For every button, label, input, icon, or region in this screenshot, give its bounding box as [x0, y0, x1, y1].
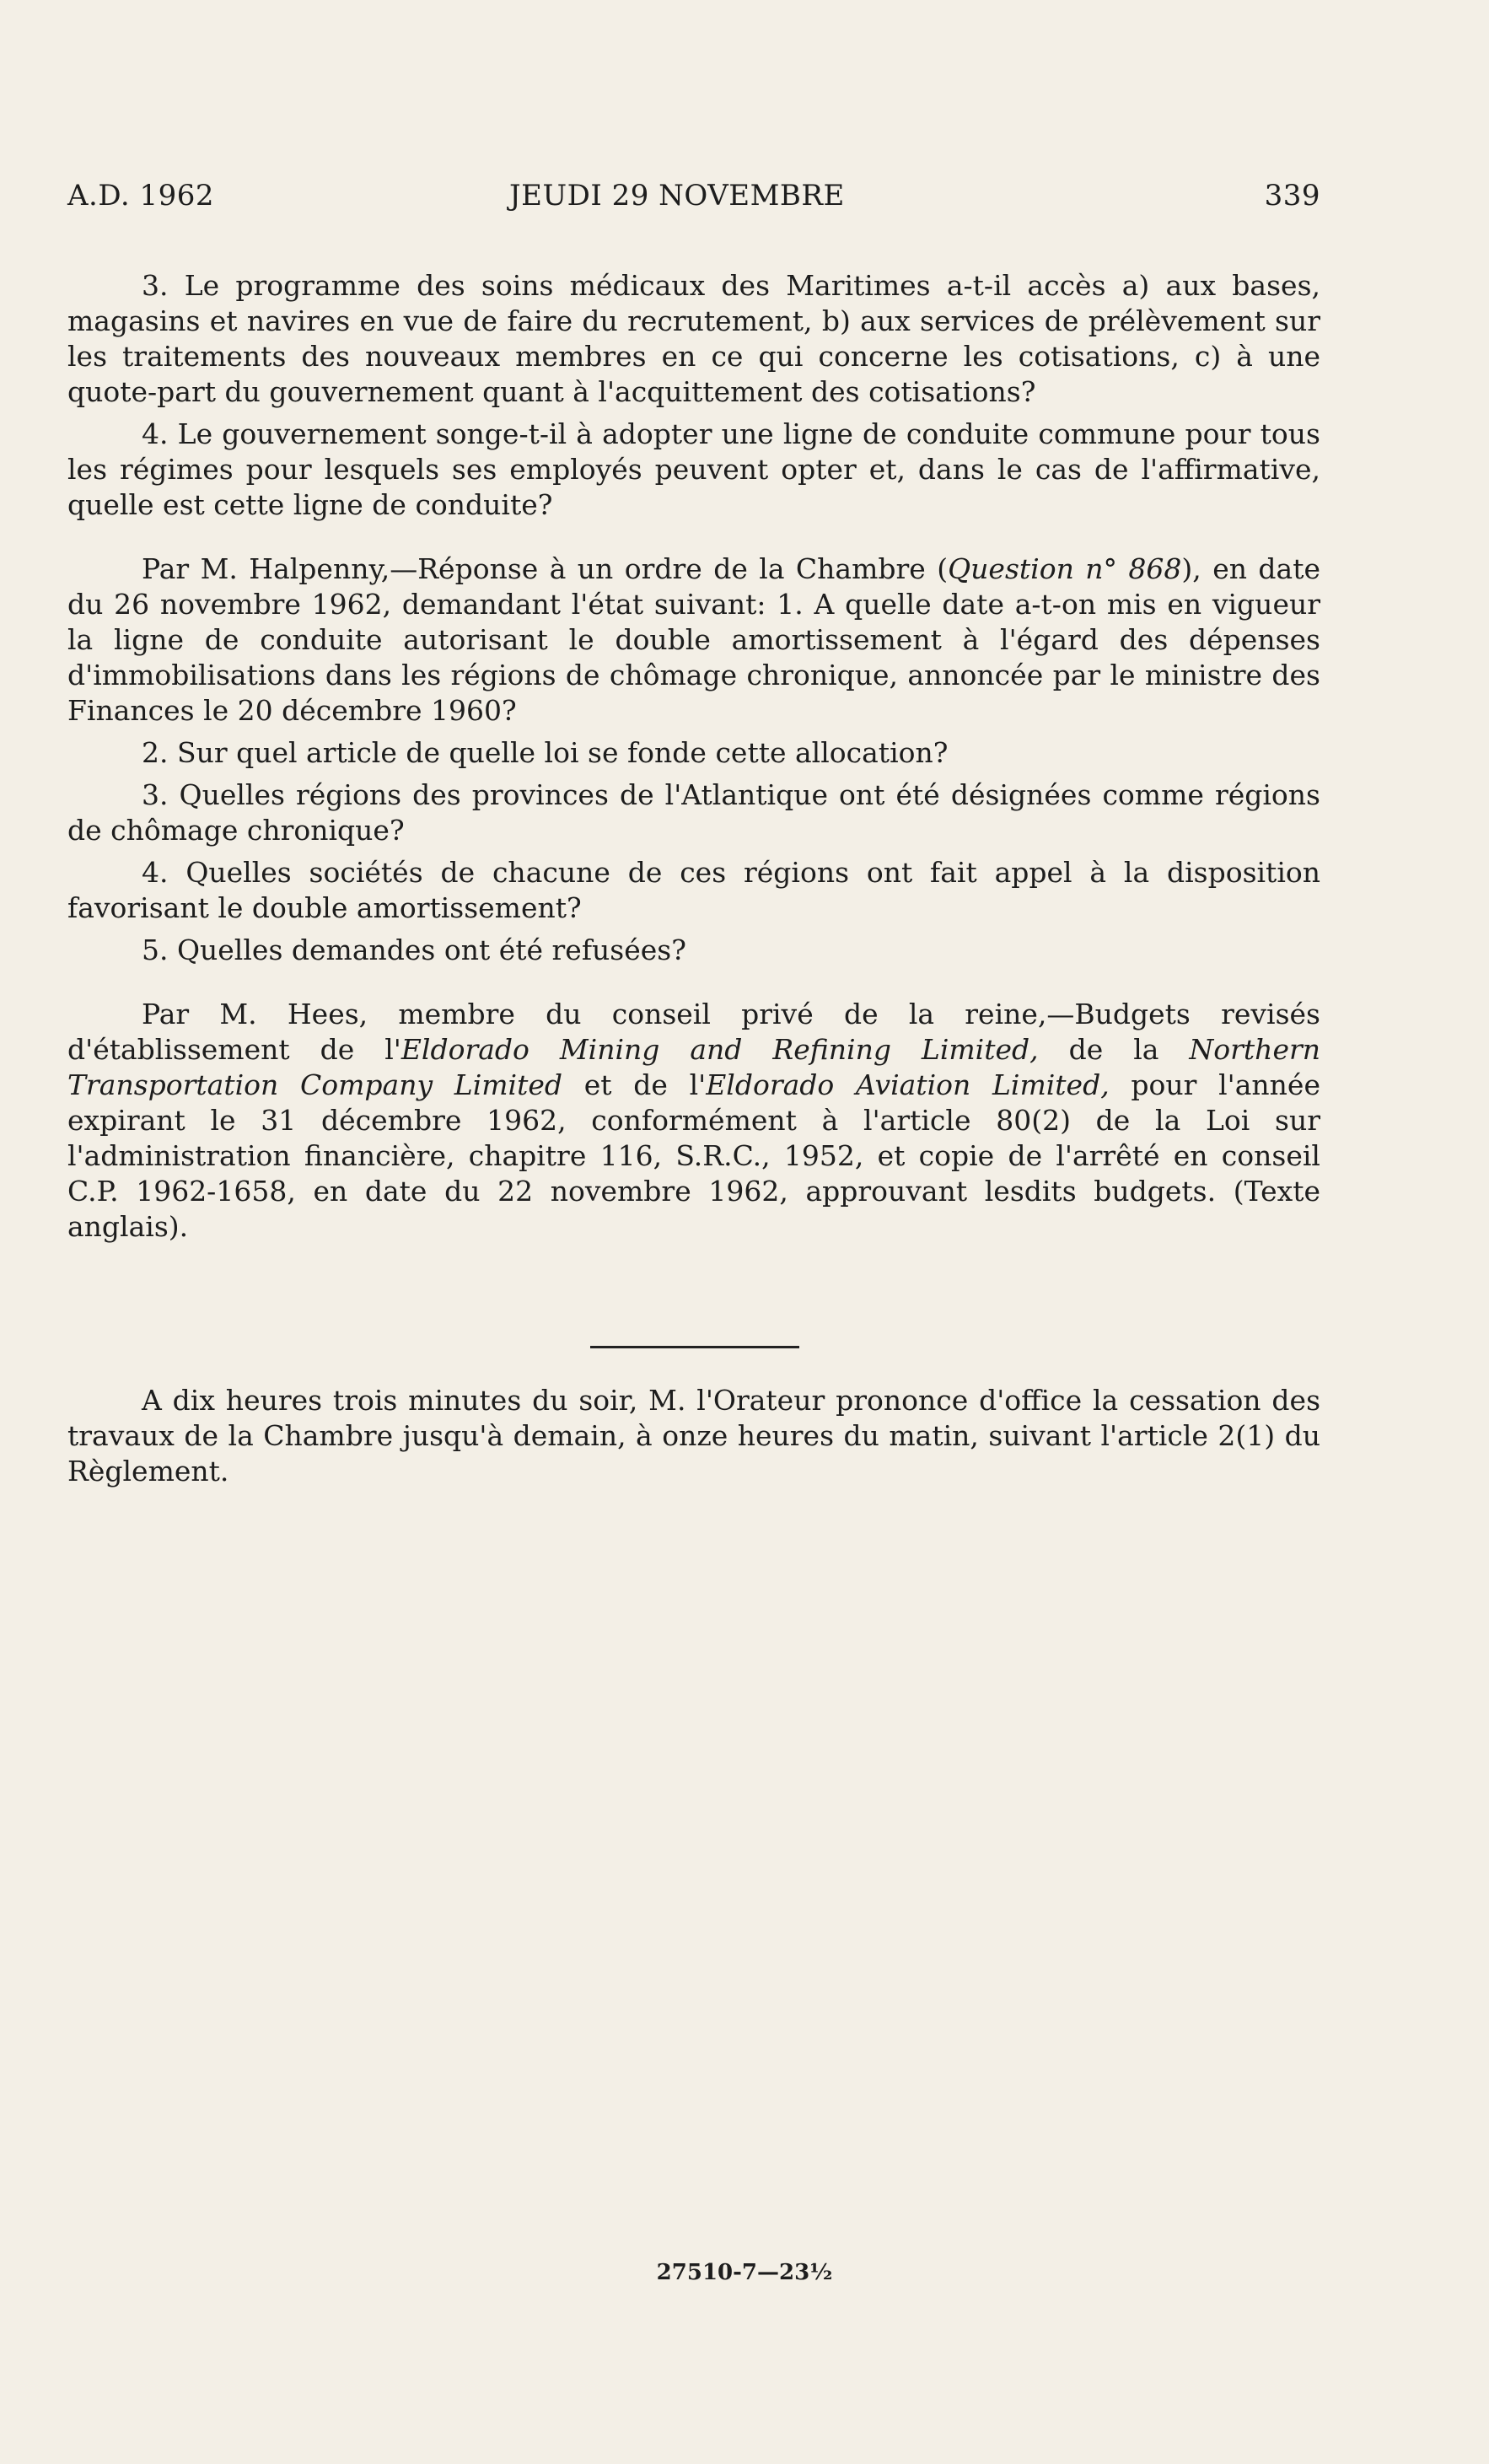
halpenny-question-4: 4. Quelles sociétés de chacune de ces régions ont fait appel à la disposition favorisant le double amortissement? — [67, 856, 1320, 924]
company-eldorado-aviation: Eldorado Aviation Limited, — [706, 1068, 1110, 1101]
halpenny-question-3: 3. Quelles régions des provinces de l'Atlantique ont été désignées comme régions de chômage chronique? — [67, 778, 1320, 847]
company-northern-transportation: Northern Transportation Company Limited — [67, 1033, 1320, 1101]
header-year: A.D. 1962 — [67, 179, 215, 213]
page-number: 339 — [1264, 179, 1320, 213]
section-divider — [590, 1346, 799, 1348]
halpenny-intro: Par M. Halpenny,—Réponse à un ordre de la Chambre ( — [142, 552, 949, 585]
main-text — [67, 268, 1320, 1245]
question-item-4: 4. Le gouvernement songe-t-il à adopter une ligne de conduite commune pour tous les régimes pour lesquels ses employés peuvent opter et, dans le cas de l'affirmative, quelle est cette ligne de conduite? — [67, 417, 1320, 521]
hees-budgets — [67, 997, 1320, 1245]
question-number: Question n° 868 — [948, 552, 1182, 585]
company-eldorado-mining: Eldorado Mining and Refining Limited, — [400, 1033, 1039, 1066]
adjournment-paragraph: A dix heures trois minutes du soir, M. l'Orateur prononce d'office la cessation des travaux de la Chambre jusqu'à demain, à onze heures du matin, suivant l'article 2(1) du Règlement. — [67, 1384, 1320, 1488]
header-date: JEUDI 29 NOVEMBRE — [509, 179, 845, 213]
hees-text-1: Par M. Hees, membre du conseil privé de la reine,—Budgets revisés d'établissement de l' — [67, 998, 1320, 1066]
halpenny-question-2: 2. Sur quel article de quelle loi se fonde cette allocation? — [142, 736, 949, 769]
question-item-3: 3. Le programme des soins médicaux des Maritimes a-t-il accès a) aux bases, magasins et navires en vue de faire du recrutement, b) aux services de prélèvement sur les traitements des nouveaux membres en ce qui concerne les cotisations, c) à une quote-part du gouvernement quant à l'acquittement des cotisations? — [67, 269, 1320, 408]
hees-text-3: et de l' — [562, 1068, 707, 1101]
running-header — [67, 179, 1320, 229]
halpenny-text: ), en date du 26 novembre 1962, demandant l'état suivant: 1. A quelle date a-t-on mis en vigueur la ligne de conduite autorisant le double amortissement à l'égard des dépenses d'immobilisations dans les régions de chômage chronique, annoncée par le ministre des Finances le 20 décembre 1960? — [67, 552, 1320, 727]
printer-code: 27510-7—23½ — [656, 2260, 833, 2285]
halpenny-return — [67, 551, 1320, 729]
hees-text-2: de la — [1038, 1033, 1190, 1066]
hees-text-4: pour l'année expirant le 31 décembre 1962, conformément à l'article 80(2) de la Loi sur l'administration financière, chapitre 116, S.R.C., 1952, et copie de l'arrêté en conseil C.P. 1962-1658, en date du 22 novembre 1962, approuvant lesdits budgets. (Texte anglais). — [67, 1068, 1320, 1243]
halpenny-question-5: 5. Quelles demandes ont été refusées? — [142, 933, 686, 966]
